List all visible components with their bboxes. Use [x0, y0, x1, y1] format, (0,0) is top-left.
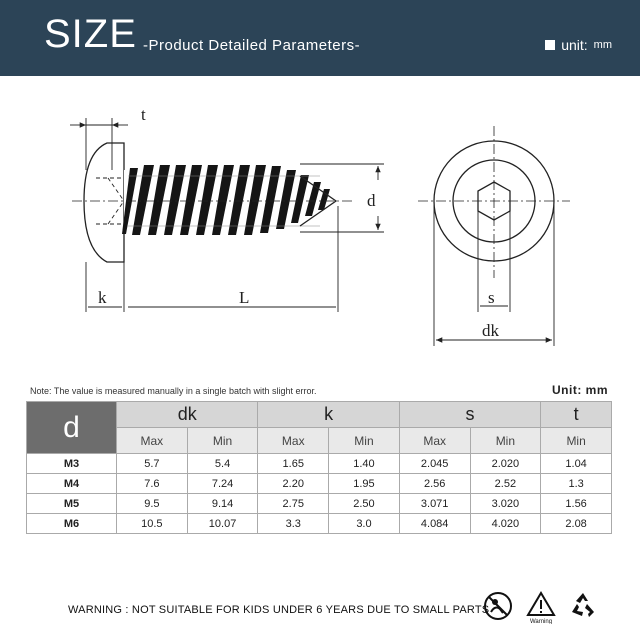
- table-cell: 7.6: [117, 474, 188, 494]
- size-cell: M5: [27, 494, 117, 514]
- size-cell: M3: [27, 454, 117, 474]
- table-cell: 10.07: [187, 514, 258, 534]
- screw-side-view: [72, 143, 352, 262]
- table-row: [27, 514, 612, 534]
- sub-header: Max: [399, 428, 470, 454]
- table-cell: 7.24: [187, 474, 258, 494]
- table-cell: 3.0: [329, 514, 400, 534]
- dim-label-t: t: [141, 105, 146, 124]
- table-cell: 3.020: [470, 494, 541, 514]
- corner-header-d: d: [27, 402, 117, 454]
- table-cell: 5.4: [187, 454, 258, 474]
- warning-caption: Warning: [529, 619, 553, 624]
- size-cell: M6: [27, 514, 117, 534]
- sub-header: Min: [541, 428, 612, 454]
- table-cell: 2.56: [399, 474, 470, 494]
- table-cell: 9.14: [187, 494, 258, 514]
- table-cell: 2.50: [329, 494, 400, 514]
- table-cell: 1.40: [329, 454, 400, 474]
- table-cell: 2.52: [470, 474, 541, 494]
- table-cell: 1.04: [541, 454, 612, 474]
- table-cell: 3.3: [258, 514, 329, 534]
- header-banner: [0, 0, 640, 76]
- table-cell: 9.5: [117, 494, 188, 514]
- table-cell: 1.56: [541, 494, 612, 514]
- table-cell: 2.08: [541, 514, 612, 534]
- table-cell: 2.020: [470, 454, 541, 474]
- table-cell: 10.5: [117, 514, 188, 534]
- page-subtitle: -Product Detailed Parameters-: [143, 37, 361, 54]
- warning-triangle-icon: [526, 590, 556, 624]
- spec-table: [26, 401, 612, 534]
- table-cell: 1.65: [258, 454, 329, 474]
- dim-label-dk: dk: [482, 321, 499, 340]
- unit-value: mm: [593, 39, 612, 51]
- no-kids-0-3-icon: [482, 590, 514, 622]
- table-unit-label: Unit: mm: [552, 383, 608, 397]
- group-header-dk: dk: [117, 402, 258, 428]
- table-cell: 2.045: [399, 454, 470, 474]
- table-cell: 2.75: [258, 494, 329, 514]
- square-bullet-icon: [545, 40, 555, 50]
- sub-header: Min: [470, 428, 541, 454]
- size-cell: M4: [27, 474, 117, 494]
- group-header-k: k: [258, 402, 399, 428]
- recycle-icon: [568, 590, 598, 620]
- unit-label: unit:: [561, 37, 588, 53]
- table-cell: 4.020: [470, 514, 541, 534]
- group-header-row: [27, 402, 612, 428]
- dim-label-d: d: [367, 191, 376, 210]
- safety-warning: WARNING : NOT SUITABLE FOR KIDS UNDER 6 YEARS DUE TO SMALL PARTS: [68, 604, 490, 616]
- unit-indicator: [545, 37, 612, 53]
- group-header-s: s: [399, 402, 540, 428]
- table-cell: 1.3: [541, 474, 612, 494]
- table-row: [27, 494, 612, 514]
- sub-header: Min: [187, 428, 258, 454]
- dim-label-s: s: [488, 288, 495, 307]
- screw-top-view: [418, 126, 570, 278]
- group-header-t: t: [541, 402, 612, 428]
- measurement-note: Note: The value is measured manually in a single batch with slight error.: [30, 386, 317, 396]
- table-cell: 2.20: [258, 474, 329, 494]
- table-cell: 5.7: [117, 454, 188, 474]
- table-cell: 3.071: [399, 494, 470, 514]
- dim-label-k: k: [98, 288, 107, 307]
- table-row: [27, 454, 612, 474]
- table-cell: 4.084: [399, 514, 470, 534]
- sub-header: Max: [117, 428, 188, 454]
- table-row: [27, 474, 612, 494]
- table-cell: 1.95: [329, 474, 400, 494]
- sub-header: Max: [258, 428, 329, 454]
- screw-dimension-diagram: [0, 90, 640, 370]
- page-title: SIZE: [44, 12, 137, 56]
- dim-label-L: L: [239, 288, 250, 307]
- sub-header: Min: [329, 428, 400, 454]
